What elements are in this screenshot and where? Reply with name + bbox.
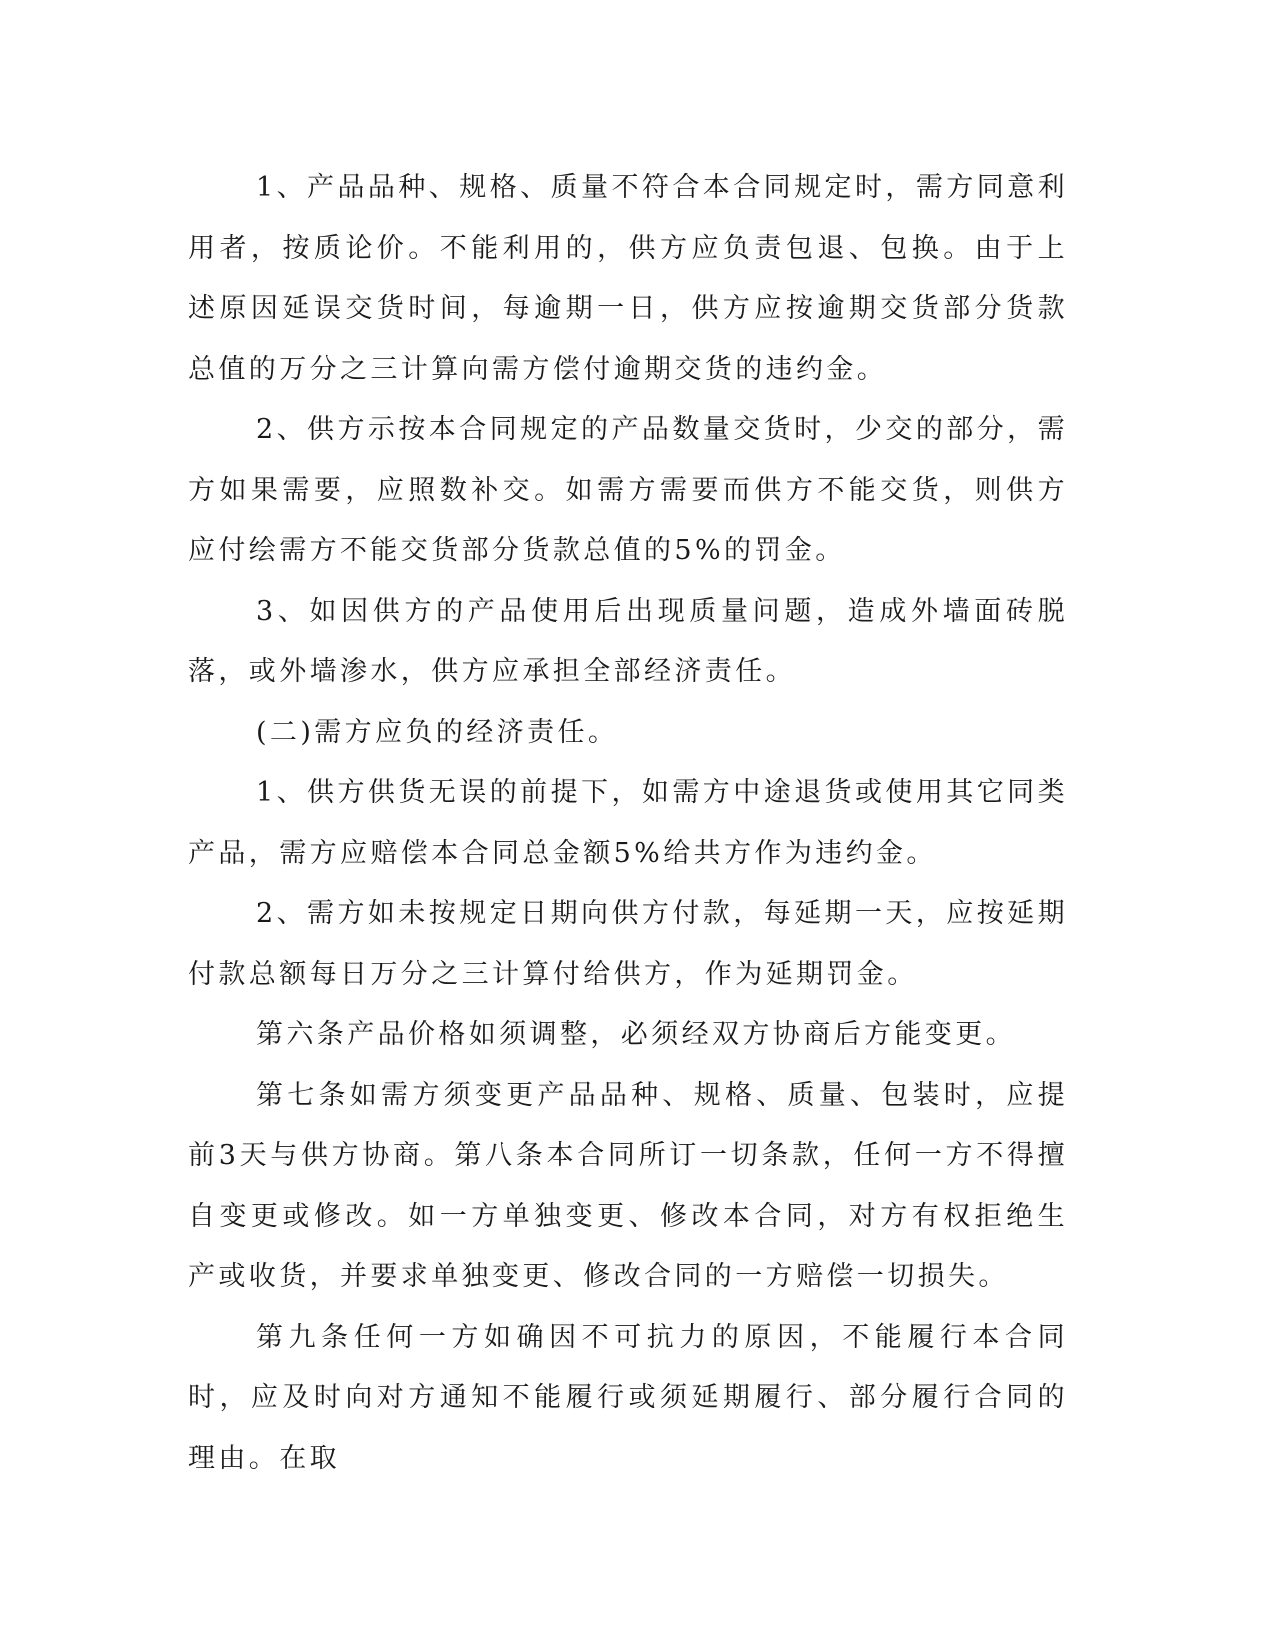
paragraph-article-6: 第六条产品价格如须调整，必须经双方协商后方能变更。	[256, 1019, 1016, 1050]
paragraph-buyer-liability-1: 1、供方供货无误的前提下，如需方中途退货或使用其它同类产品，需方应赔偿本合同总金额5%给共方作为违约金。	[188, 777, 1068, 869]
document-body	[188, 158, 1068, 1489]
paragraph-liability-2: 2、供方示按本合同规定的产品数量交货时，少交的部分，需方如果需要，应照数补交。如需方需要而供方不能交货，则供方应付绘需方不能交货部分货款总值的5%的罚金。	[188, 414, 1068, 566]
paragraph-buyer-liability-2: 2、需方如未按规定日期向供方付款，每延期一天，应按延期付款总额每日万分之三计算付给供方，作为延期罚金。	[188, 898, 1068, 990]
paragraph-liability-1: 1、产品品种、规格、质量不符合本合同规定时，需方同意利用者，按质论价。不能利用的，供方应负责包退、包换。由于上述原因延误交货时间，每逾期一日，供方应按逾期交货部分货款总值的万分之三计算向需方偿付逾期交货的违约金。	[188, 172, 1068, 385]
paragraph-liability-3: 3、如因供方的产品使用后出现质量问题，造成外墙面砖脱落，或外墙渗水，供方应承担全部经济责任。	[188, 595, 1068, 687]
paragraph-article-9: 第九条任何一方如确因不可抗力的原因，不能履行本合同时，应及时向对方通知不能履行或须延期履行、部分履行合同的理由。在取	[188, 1321, 1068, 1474]
section-heading-buyer-liability: (二)需方应负的经济责任。	[256, 716, 619, 748]
paragraph-article-7-8: 第七条如需方须变更产品品种、规格、质量、包装时，应提前3天与供方协商。第八条本合同所订一切条款，任何一方不得擅自变更或修改。如一方单独变更、修改本合同，对方有权拒绝生产或收货，并要求单独变更、修改合同的一方赔偿一切损失。	[188, 1079, 1068, 1292]
